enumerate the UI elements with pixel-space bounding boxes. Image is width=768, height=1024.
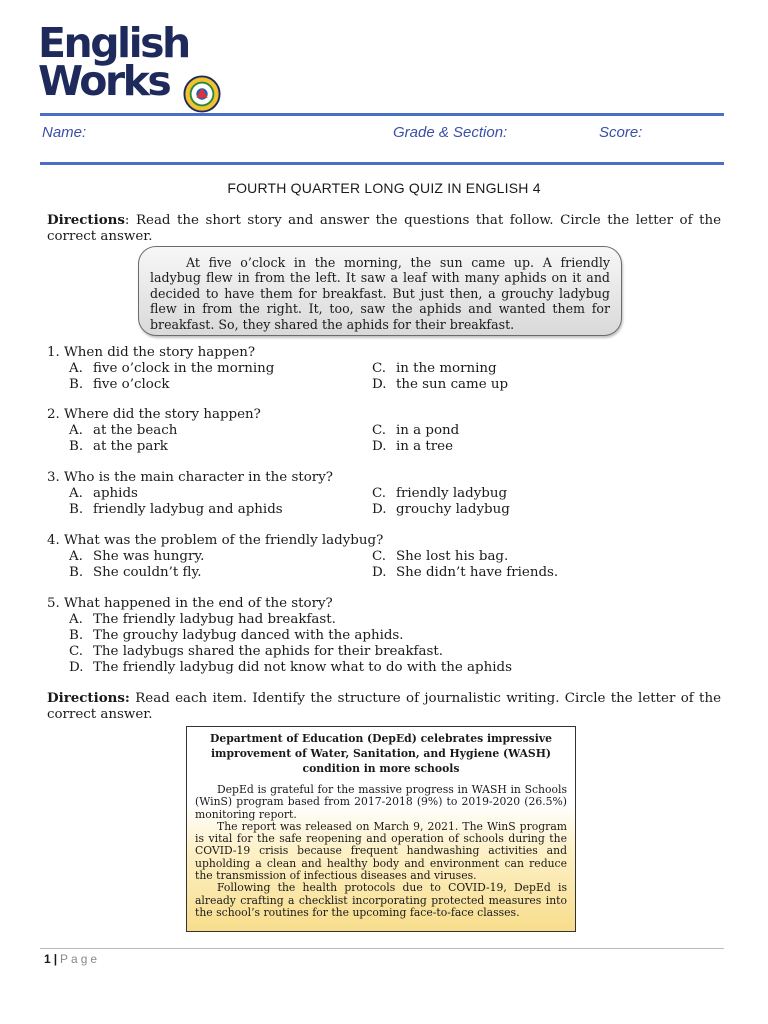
question-stem: 4. What was the problem of the friendly ladybug? (47, 533, 384, 548)
option-d[interactable]: D. in a tree (372, 439, 454, 454)
option-b[interactable]: B. friendly ladybug and aphids (69, 502, 283, 517)
directions-1 (47, 212, 721, 245)
deped-seal-icon (183, 75, 221, 113)
option-b[interactable]: B. She couldn’t fly. (69, 565, 202, 580)
footer-rule (40, 948, 724, 949)
page-label: Page (60, 952, 101, 966)
option-a[interactable]: A. at the beach (69, 423, 178, 438)
news-paragraph-1: DepEd is grateful for the massive progress in WASH in Schools (WinS) program based from 2017-2018 (9%) to 2019-2020 (26.5%) monitoring report. (195, 783, 567, 821)
option-b[interactable]: B. five o’clock (69, 377, 170, 392)
question-stem: 5. What happened in the end of the story? (47, 596, 333, 611)
option-a[interactable]: A. She was hungry. (69, 549, 205, 564)
option-c[interactable]: C. She lost his bag. (372, 549, 509, 564)
directions-2 (47, 690, 721, 723)
news-headline: Department of Education (DepEd) celebrates impressive improvement of Water, Sanitation, and Hygiene (WASH) condition in more schools (210, 732, 552, 775)
question-stem: 1. When did the story happen? (47, 345, 256, 360)
directions-1-text: : Read the short story and answer the questions that follow. Circle the letter of the correct answer. (47, 213, 721, 244)
header-rule-top (40, 113, 724, 116)
story-text: At five o’clock in the morning, the sun came up. A friendly ladybug flew in from the left. It saw a leaf with many aphids on it and decided to have them for breakfast. But just then, a grouchy ladybug flew in from the right. It, too, saw the aphids and wanted them for breakfast. So, they shared the aphids for their breakfast. (150, 255, 610, 332)
question-3 (47, 470, 727, 518)
option-a[interactable]: A. five o’clock in the morning (69, 361, 275, 376)
directions-2-label: Directions: (47, 690, 130, 706)
news-paragraph-2: The report was released on March 9, 2021. The WinS program is vital for the safe reopening and operation of schools during the COVID-19 crisis because frequent handwashing activities and upholding a clean and healthy body and environment can reduce the transmission of infectious diseases and viruses. (195, 819, 567, 883)
question-2 (47, 407, 727, 455)
student-info-row (42, 124, 726, 146)
header-rule-bottom (40, 162, 724, 165)
option-d[interactable]: D. the sun came up (372, 377, 509, 392)
news-article-box (186, 726, 576, 932)
option-d[interactable]: D. She didn’t have friends. (372, 565, 559, 580)
grade-section-label: Grade & Section: (393, 124, 508, 141)
question-4 (47, 533, 727, 581)
directions-2-text: Read each item. Identify the structure of journalistic writing. Circle the letter of the correct answer. (47, 691, 721, 722)
name-label: Name: (42, 124, 87, 141)
option-d[interactable]: D. grouchy ladybug (372, 502, 510, 517)
option-c[interactable]: C. in the morning (372, 361, 497, 376)
option-d[interactable]: D. The friendly ladybug did not know what to do with the aphids (69, 660, 512, 675)
logo-line-1: English (38, 19, 189, 67)
option-b[interactable]: B. at the park (69, 439, 168, 454)
news-paragraph-3: Following the health protocols due to COVID-19, DepEd is already crafting a checklist incorporating protected measures into the school’s routines for the upcoming face-to-face classes. (195, 881, 567, 919)
question-1 (47, 345, 727, 393)
page-footer (44, 952, 100, 966)
option-c[interactable]: C. The ladybugs shared the aphids for their breakfast. (69, 644, 444, 659)
option-c[interactable]: C. friendly ladybug (372, 486, 508, 501)
score-label: Score: (599, 124, 643, 141)
directions-1-label: Directions (47, 212, 125, 228)
quiz-title: FOURTH QUARTER LONG QUIZ IN ENGLISH 4 (227, 180, 541, 196)
option-a[interactable]: A. aphids (69, 486, 138, 501)
question-5 (47, 596, 727, 676)
option-c[interactable]: C. in a pond (372, 423, 460, 438)
logo-line-2: Works (38, 57, 170, 105)
option-a[interactable]: A. The friendly ladybug had breakfast. (69, 612, 336, 627)
footer-separator: | (53, 952, 58, 966)
question-stem: 2. Where did the story happen? (47, 407, 261, 422)
story-box (138, 246, 622, 336)
option-b[interactable]: B. The grouchy ladybug danced with the aphids. (69, 628, 404, 643)
page-number: 1 (44, 952, 51, 966)
question-stem: 3. Who is the main character in the story? (47, 470, 333, 485)
